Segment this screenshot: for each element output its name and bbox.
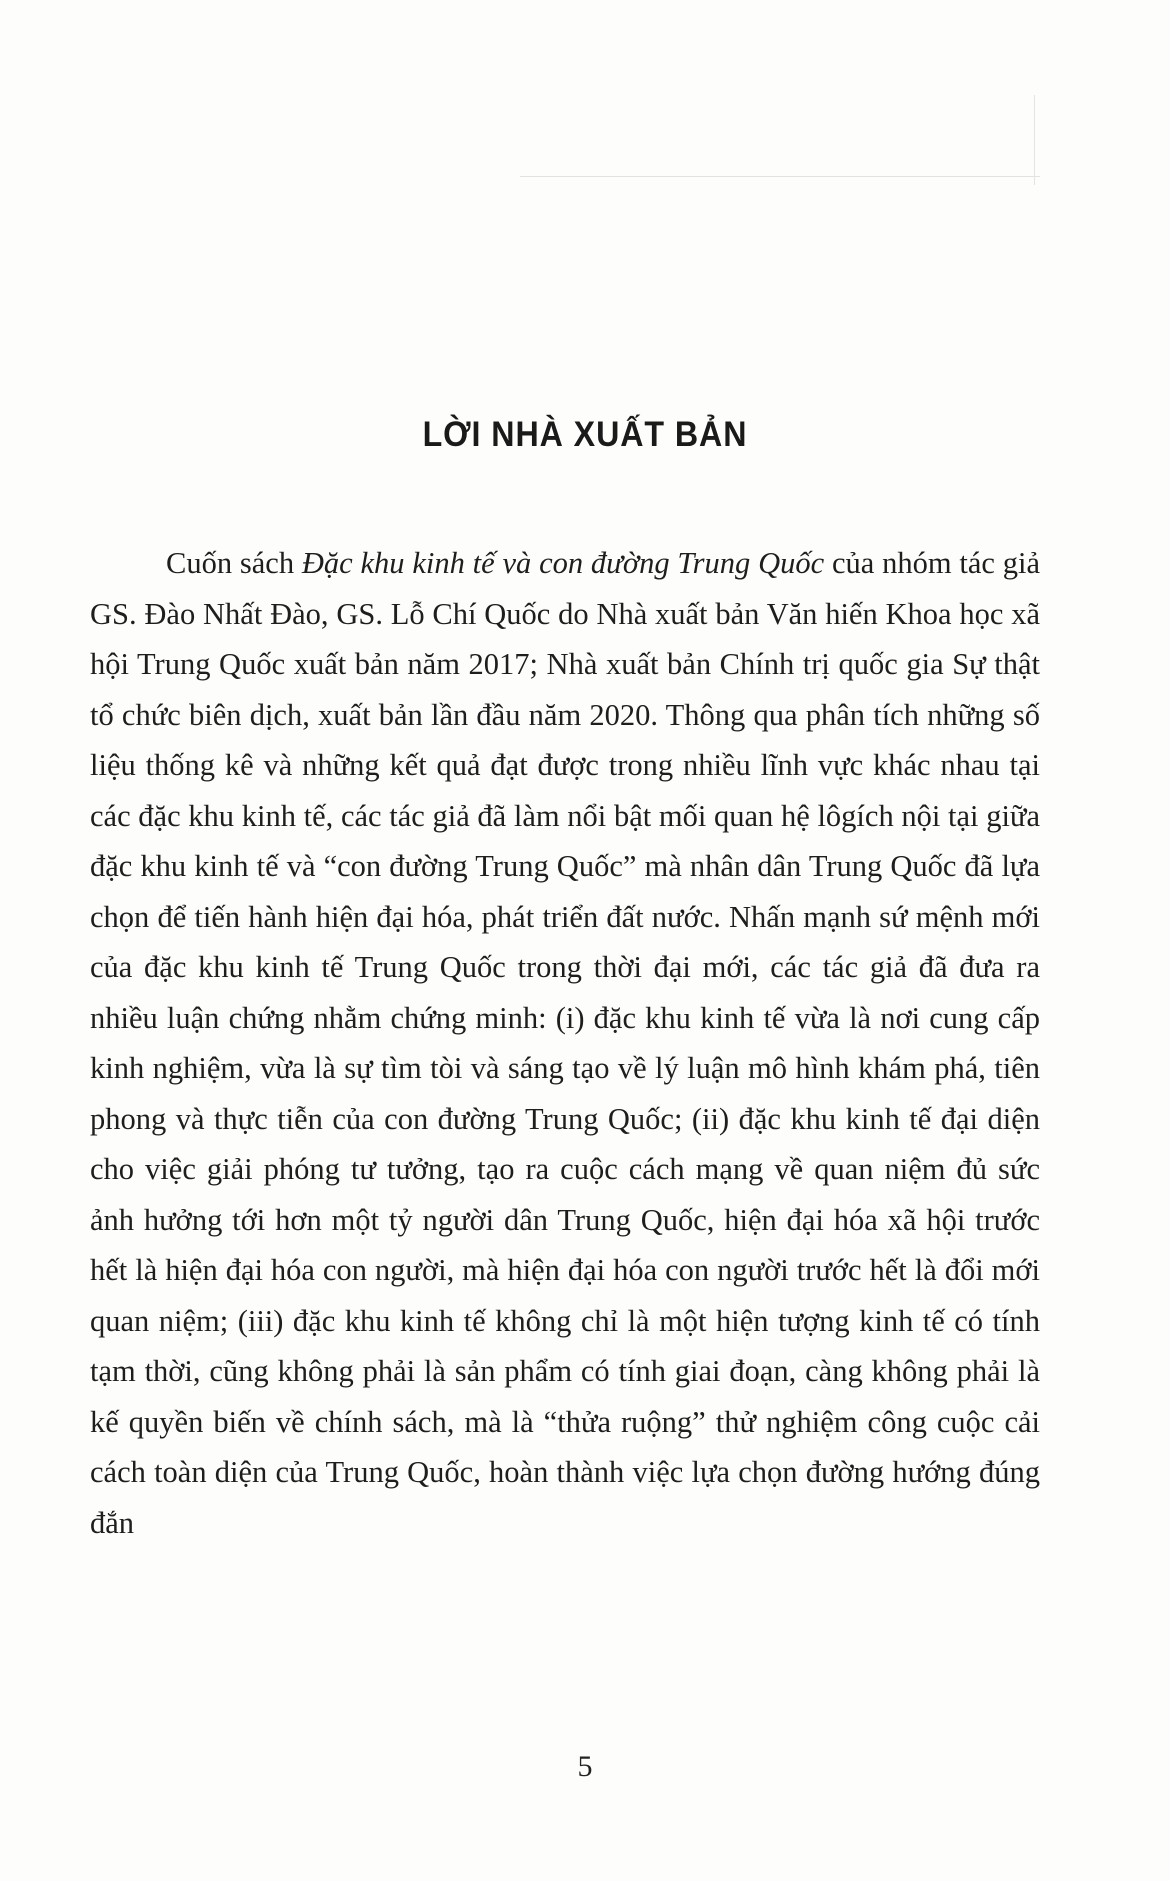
header-rule-bleed: [1034, 95, 1035, 185]
paragraph-text: của nhóm tác giả GS. Đào Nhất Đào, GS. Lỗ Chí Quốc do Nhà xuất bản Văn hiến Khoa học xã hội Trung Quốc xuất bản năm 2017; Nhà xuất bản Chính trị quốc gia Sự thật tổ chức biên dịch, xuất bản lần đầu năm 2020. Thông qua phân tích những số liệu thống kê và những kết quả đạt được trong nhiều lĩnh vực khác nhau tại các đặc khu kinh tế, các tác giả đã làm nổi bật mối quan hệ lôgích nội tại giữa đặc khu kinh tế và “con đường Trung Quốc” mà nhân dân Trung Quốc đã lựa chọn để tiến hành hiện đại hóa, phát triển đất nước. Nhấn mạnh sứ mệnh mới của đặc khu kinh tế Trung Quốc trong thời đại mới, các tác giả đã đưa ra nhiều luận chứng nhằm chứng minh: (i) đặc khu kinh tế vừa là nơi cung cấp kinh nghiệm, vừa là sự tìm tòi và sáng tạo về lý luận mô hình khám phá, tiên phong và thực tiễn của con đường Trung Quốc; (ii) đặc khu kinh tế đại diện cho việc giải phóng tư tưởng, tạo ra cuộc cách mạng về quan niệm đủ sức ảnh hưởng tới hơn một tỷ người dân Trung Quốc, hiện đại hóa xã hội trước hết là hiện đại hóa con người, mà hiện đại hóa con người trước hết là đổi mới quan niệm; (iii) đặc khu kinh tế không chỉ là một hiện tượng kinh tế có tính tạm thời, cũng không phải là sản phẩm có tính giai đoạn, càng không phải là kế quyền biến về chính sách, mà là “thửa ruộng” thử nghiệm công cuộc cải cách toàn diện của Trung Quốc, hoàn thành việc lựa chọn đường hướng đúng đắn: [90, 546, 1040, 1540]
page-number: 5: [577, 1750, 593, 1783]
running-header-bleed: [520, 140, 1040, 177]
book-title: Đặc khu kinh tế và con đường Trung Quốc: [301, 546, 825, 580]
body-paragraph: [90, 538, 1040, 1548]
page-title: LỜI NHÀ XUẤT BẢN: [422, 415, 748, 454]
paragraph-intro: Cuốn sách: [166, 546, 302, 580]
